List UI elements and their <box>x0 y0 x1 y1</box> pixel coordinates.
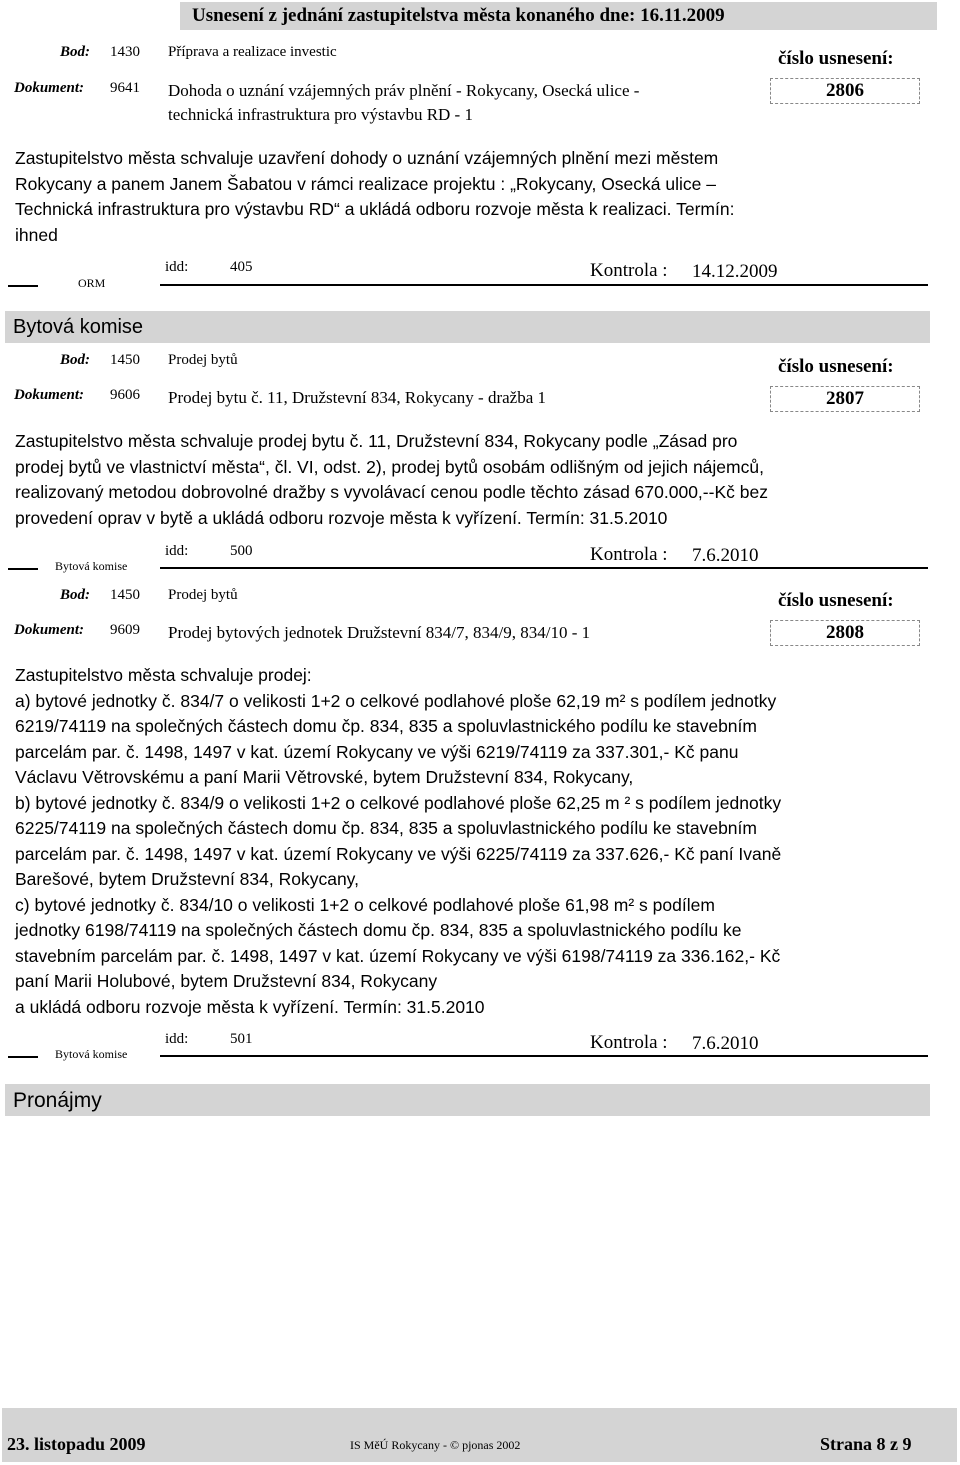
divider-line <box>160 567 928 569</box>
dokument-title-line1: Prodej bytových jednotek Družstevní 834/7, 834/9, 834/10 - 1 <box>168 623 591 642</box>
dash-marker <box>8 1056 38 1058</box>
bod-title: Prodej bytů <box>168 587 238 603</box>
resolution-text <box>15 663 935 1020</box>
bod-label: Bod: <box>60 587 90 603</box>
text-line: Zastupitelstvo města schvaluje prodej bytu č. 11, Družstevní 834, Rokycany podle „Zásad pro <box>15 431 738 451</box>
text-line: Václavu Větrovskému a paní Marii Větrovské, bytem Družstevní 834, Rokycany, <box>15 767 634 787</box>
text-line: a) bytové jednotky č. 834/7 o velikosti 1+2 o celkové podlahové ploše 62,19 m² s podílem jednotky <box>15 690 777 711</box>
bod-number: 1450 <box>110 587 140 603</box>
resolution-number: 2806 <box>770 78 920 104</box>
dash-marker <box>8 568 38 570</box>
bod-title: Příprava a realizace investic <box>168 44 337 60</box>
text-line: Technická infrastruktura pro výstavbu RD“ a ukládá odboru rozvoje města k realizaci. Termín: <box>15 199 735 219</box>
footer-credit: IS MěÚ Rokycany - © pjonas 2002 <box>350 1438 521 1452</box>
dokument-label: Dokument: <box>14 622 85 638</box>
text-line: ihned <box>15 224 58 245</box>
department: ORM <box>78 276 106 290</box>
text-line: 6225/74119 na společných částech domu čp. 834, 835 a spoluvlastnického podílu ke stavebním <box>15 818 757 838</box>
kontrola-label: Kontrola : <box>590 260 668 281</box>
text-line: stavebním parcelám par. č. 1498, 1497 v kat. území Rokycany ve výši 6198/74119 za 336.162,- Kč <box>15 945 781 966</box>
resolution-number: 2807 <box>770 386 920 412</box>
text-line: Barešové, bytem Družstevní 834, Rokycany, <box>15 869 359 889</box>
dokument-title-line1: Prodej bytu č. 11, Družstevní 834, Rokycany - dražba 1 <box>168 388 547 407</box>
dokument-label: Dokument: <box>14 80 85 96</box>
text-line: provedení oprav v bytě a ukládá odboru rozvoje města k vyřízení. Termín: 31.5.2010 <box>15 507 668 528</box>
section-title: Pronájmy <box>13 1089 102 1112</box>
footer-date: 23. listopadu 2009 <box>7 1434 146 1454</box>
text-line: b) bytové jednotky č. 834/9 o velikosti 1+2 o celkové podlahové ploše 62,25 m ² s podílem jednotky <box>15 792 782 813</box>
idd-value: 405 <box>230 259 253 275</box>
text-line: a ukládá odboru rozvoje města k vyřízení. Termín: 31.5.2010 <box>15 996 485 1017</box>
kontrola-label: Kontrola : <box>590 1032 668 1053</box>
bod-title: Prodej bytů <box>168 352 238 368</box>
resolution-text <box>15 429 935 531</box>
idd-label: idd: <box>165 543 189 559</box>
section-bar <box>5 1084 930 1116</box>
department: Bytová komise <box>55 1047 128 1061</box>
kontrola-date: 14.12.2009 <box>692 261 778 282</box>
text-line: parcelám par. č. 1498, 1497 v kat. území Rokycany ve výši 6219/74119 za 337.301,- Kč panu <box>15 741 739 762</box>
cislo-usneseni-label: číslo usnesení: <box>778 356 894 377</box>
divider-line <box>160 284 928 286</box>
footer-page: Strana 8 z 9 <box>820 1434 912 1454</box>
text-line: 6219/74119 na společných částech domu čp. 834, 835 a spoluvlastnického podílu ke stavebním <box>15 716 757 736</box>
dokument-number: 9609 <box>110 622 140 638</box>
dokument-title-line2: technická infrastruktura pro výstavbu RD - 1 <box>168 105 473 124</box>
section-title: Bytová komise <box>13 316 144 338</box>
bod-number: 1430 <box>110 44 140 60</box>
text-line: c) bytové jednotky č. 834/10 o velikosti 1+2 o celkové podlahové ploše 61,98 m² s podílem <box>15 894 715 915</box>
kontrola-date: 7.6.2010 <box>692 545 759 566</box>
idd-value: 500 <box>230 543 253 559</box>
bod-number: 1450 <box>110 352 140 368</box>
page-title: Usnesení z jednání zastupitelstva města konaného dne: 16.11.2009 <box>192 5 725 26</box>
kontrola-date: 7.6.2010 <box>692 1033 759 1054</box>
text-line: Rokycany a panem Janem Šabatou v rámci realizace projektu : „Rokycany, Osecká ulice – <box>15 173 716 194</box>
text-line: realizovaný metodou dobrovolné dražby s vyvolávací cenou podle těchto zásad 670.000,--Kč bez <box>15 482 768 502</box>
bod-label: Bod: <box>60 352 90 368</box>
dokument-label: Dokument: <box>14 387 85 403</box>
idd-label: idd: <box>165 259 189 275</box>
department: Bytová komise <box>55 559 128 573</box>
divider-line <box>160 1055 928 1057</box>
resolution-text <box>15 146 935 248</box>
dokument-title-line1: Dohoda o uznání vzájemných práv plnění - Rokycany, Osecká ulice - <box>168 81 640 100</box>
idd-label: idd: <box>165 1031 189 1047</box>
cislo-usneseni-label: číslo usnesení: <box>778 590 894 611</box>
dash-marker <box>8 285 38 287</box>
text-line: Zastupitelstvo města schvaluje uzavření dohody o uznání vzájemných plnění mezi městem <box>15 148 719 168</box>
cislo-usneseni-label: číslo usnesení: <box>778 48 894 69</box>
text-line: Zastupitelstvo města schvaluje prodej: <box>15 665 312 685</box>
section-bar <box>5 311 930 343</box>
text-line: paní Marii Holubové, bytem Družstevní 834, Rokycany <box>15 971 438 991</box>
bod-label: Bod: <box>60 44 90 60</box>
text-line: jednotky 6198/74119 na společných částech domu čp. 834, 835 a spoluvlastnického podílu ke <box>15 920 742 940</box>
kontrola-label: Kontrola : <box>590 544 668 565</box>
text-line: prodej bytů ve vlastnictví města“, čl. VI, odst. 2), prodej bytů osobám odlišným od jejich nájemců, <box>15 456 764 477</box>
idd-value: 501 <box>230 1031 253 1047</box>
dokument-number: 9641 <box>110 80 140 96</box>
resolution-number: 2808 <box>770 620 920 646</box>
dokument-number: 9606 <box>110 387 140 403</box>
text-line: parcelám par. č. 1498, 1497 v kat. území Rokycany ve výši 6225/74119 za 337.626,- Kč paní Ivaně <box>15 843 782 864</box>
